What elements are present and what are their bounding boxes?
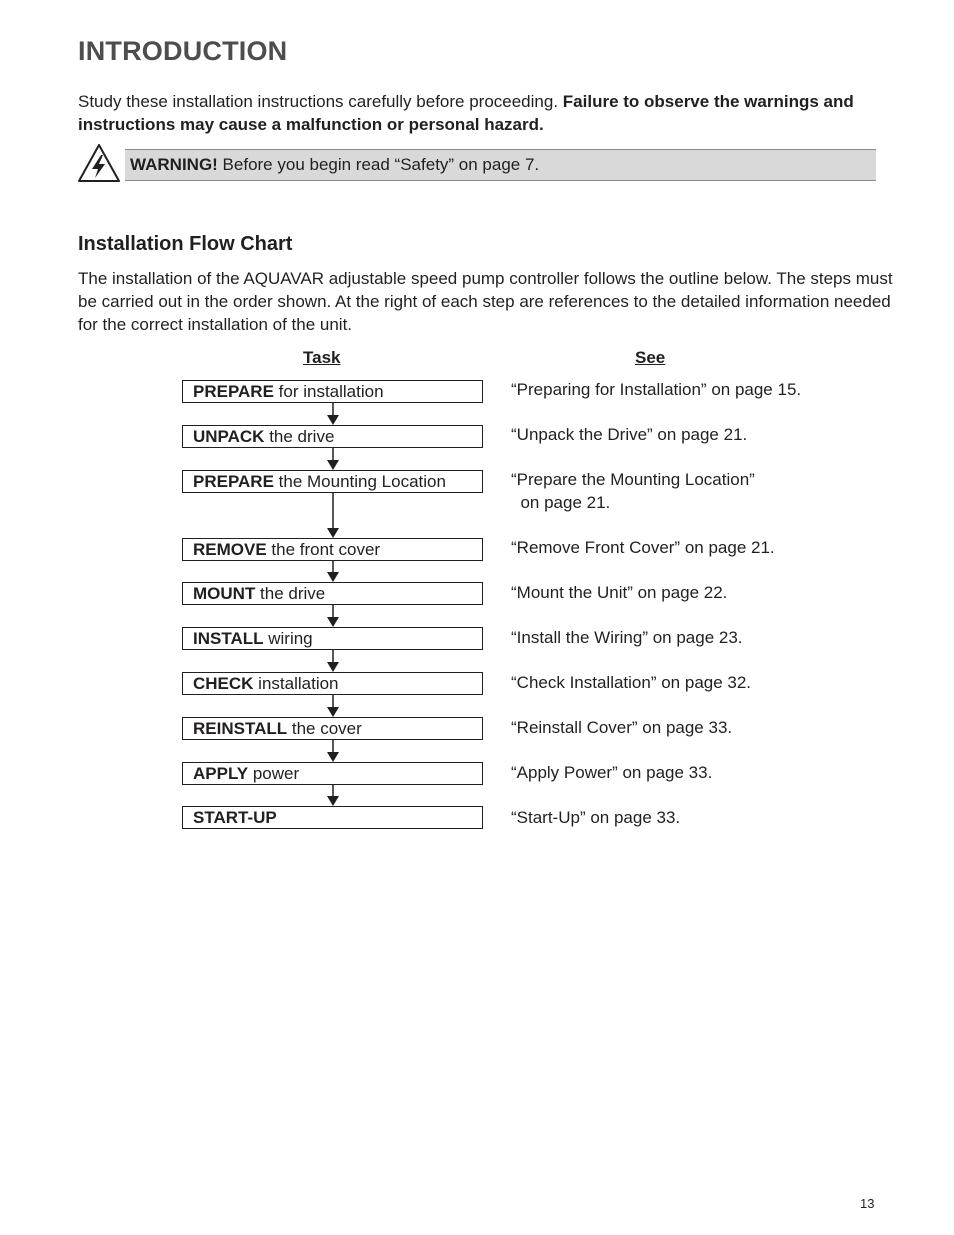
flow-step-detail: wiring (263, 629, 313, 648)
flow-step-detail: the Mounting Location (273, 472, 446, 491)
see-column-header: See (635, 348, 666, 367)
flow-step-action: PREPARE (193, 472, 274, 491)
flow-step-action: CHECK (193, 674, 254, 693)
flow-step-box (182, 806, 483, 829)
flow-step-reference: “Apply Power” on page 33. (511, 763, 713, 782)
intro-text: Study these installation instructions carefully before proceeding. (78, 92, 563, 111)
flow-step-box (182, 717, 483, 740)
flow-step-detail: the front cover (266, 540, 381, 559)
flow-arrow-icon (327, 752, 339, 762)
task-column-header: Task (303, 348, 341, 367)
flow-step-box (182, 470, 483, 493)
flow-step-box (182, 762, 483, 785)
flow-step-action: MOUNT (193, 584, 256, 603)
flow-step-action: PREPARE (193, 382, 274, 401)
flow-step-box (182, 380, 483, 403)
flow-step-reference: “Unpack the Drive” on page 21. (511, 425, 748, 444)
section-description: The installation of the AQUAVAR adjustable speed pump controller follows the outline below. The steps must be carried out in the order shown. At the right of each step are references to the detailed information needed for the correct installation of the unit. (78, 269, 893, 334)
flow-step-box (182, 627, 483, 650)
intro-warning-text: Failure to observe the warnings and instructions may cause a malfunction or personal hazard. (78, 92, 854, 134)
warning-label: WARNING! (130, 155, 218, 174)
flow-step-reference: “Check Installation” on page 32. (511, 673, 752, 692)
flow-step-box (182, 582, 483, 605)
flow-step-detail: the cover (287, 719, 362, 738)
flow-arrow-icon (327, 796, 339, 806)
flow-step-detail: the drive (255, 584, 326, 603)
flow-step-detail: power (248, 764, 300, 783)
flow-step-action: REINSTALL (193, 719, 288, 738)
flow-step-action: UNPACK (193, 427, 265, 446)
page-number: 13 (860, 1196, 875, 1211)
flow-arrow-icon (327, 662, 339, 672)
flow-step-action: APPLY (193, 764, 249, 783)
page-title: INTRODUCTION (78, 36, 288, 66)
flow-step-box (182, 425, 483, 448)
flow-step-detail: installation (253, 674, 339, 693)
flow-step-reference: “Reinstall Cover” on page 33. (511, 718, 733, 737)
flow-arrow-icon (327, 707, 339, 717)
flow-arrow-icon (327, 460, 339, 470)
flow-step-box (182, 672, 483, 695)
flow-step-reference: “Install the Wiring” on page 23. (511, 628, 743, 647)
flow-arrow-icon (327, 528, 339, 538)
flow-step-box (182, 538, 483, 561)
flow-step-reference: “Mount the Unit” on page 22. (511, 583, 728, 602)
flow-arrow-icon (327, 572, 339, 582)
warning-text: Before you begin read “Safety” on page 7. (217, 155, 540, 174)
flow-step-detail: for installation (273, 382, 384, 401)
flow-step-action: START-UP (193, 808, 277, 827)
flow-step-reference: “Preparing for Installation” on page 15. (511, 380, 802, 399)
flow-step-reference: “Start-Up” on page 33. (511, 808, 681, 827)
section-title: Installation Flow Chart (78, 233, 293, 255)
flow-arrow-icon (327, 415, 339, 425)
flow-step-action: REMOVE (193, 540, 267, 559)
flow-step-action: INSTALL (193, 629, 264, 648)
flow-arrow-icon (327, 617, 339, 627)
flow-step-detail: the drive (264, 427, 335, 446)
flow-step-reference: “Prepare the Mounting Location” on page 21. (511, 470, 755, 512)
flow-step-reference: “Remove Front Cover” on page 21. (511, 538, 775, 557)
